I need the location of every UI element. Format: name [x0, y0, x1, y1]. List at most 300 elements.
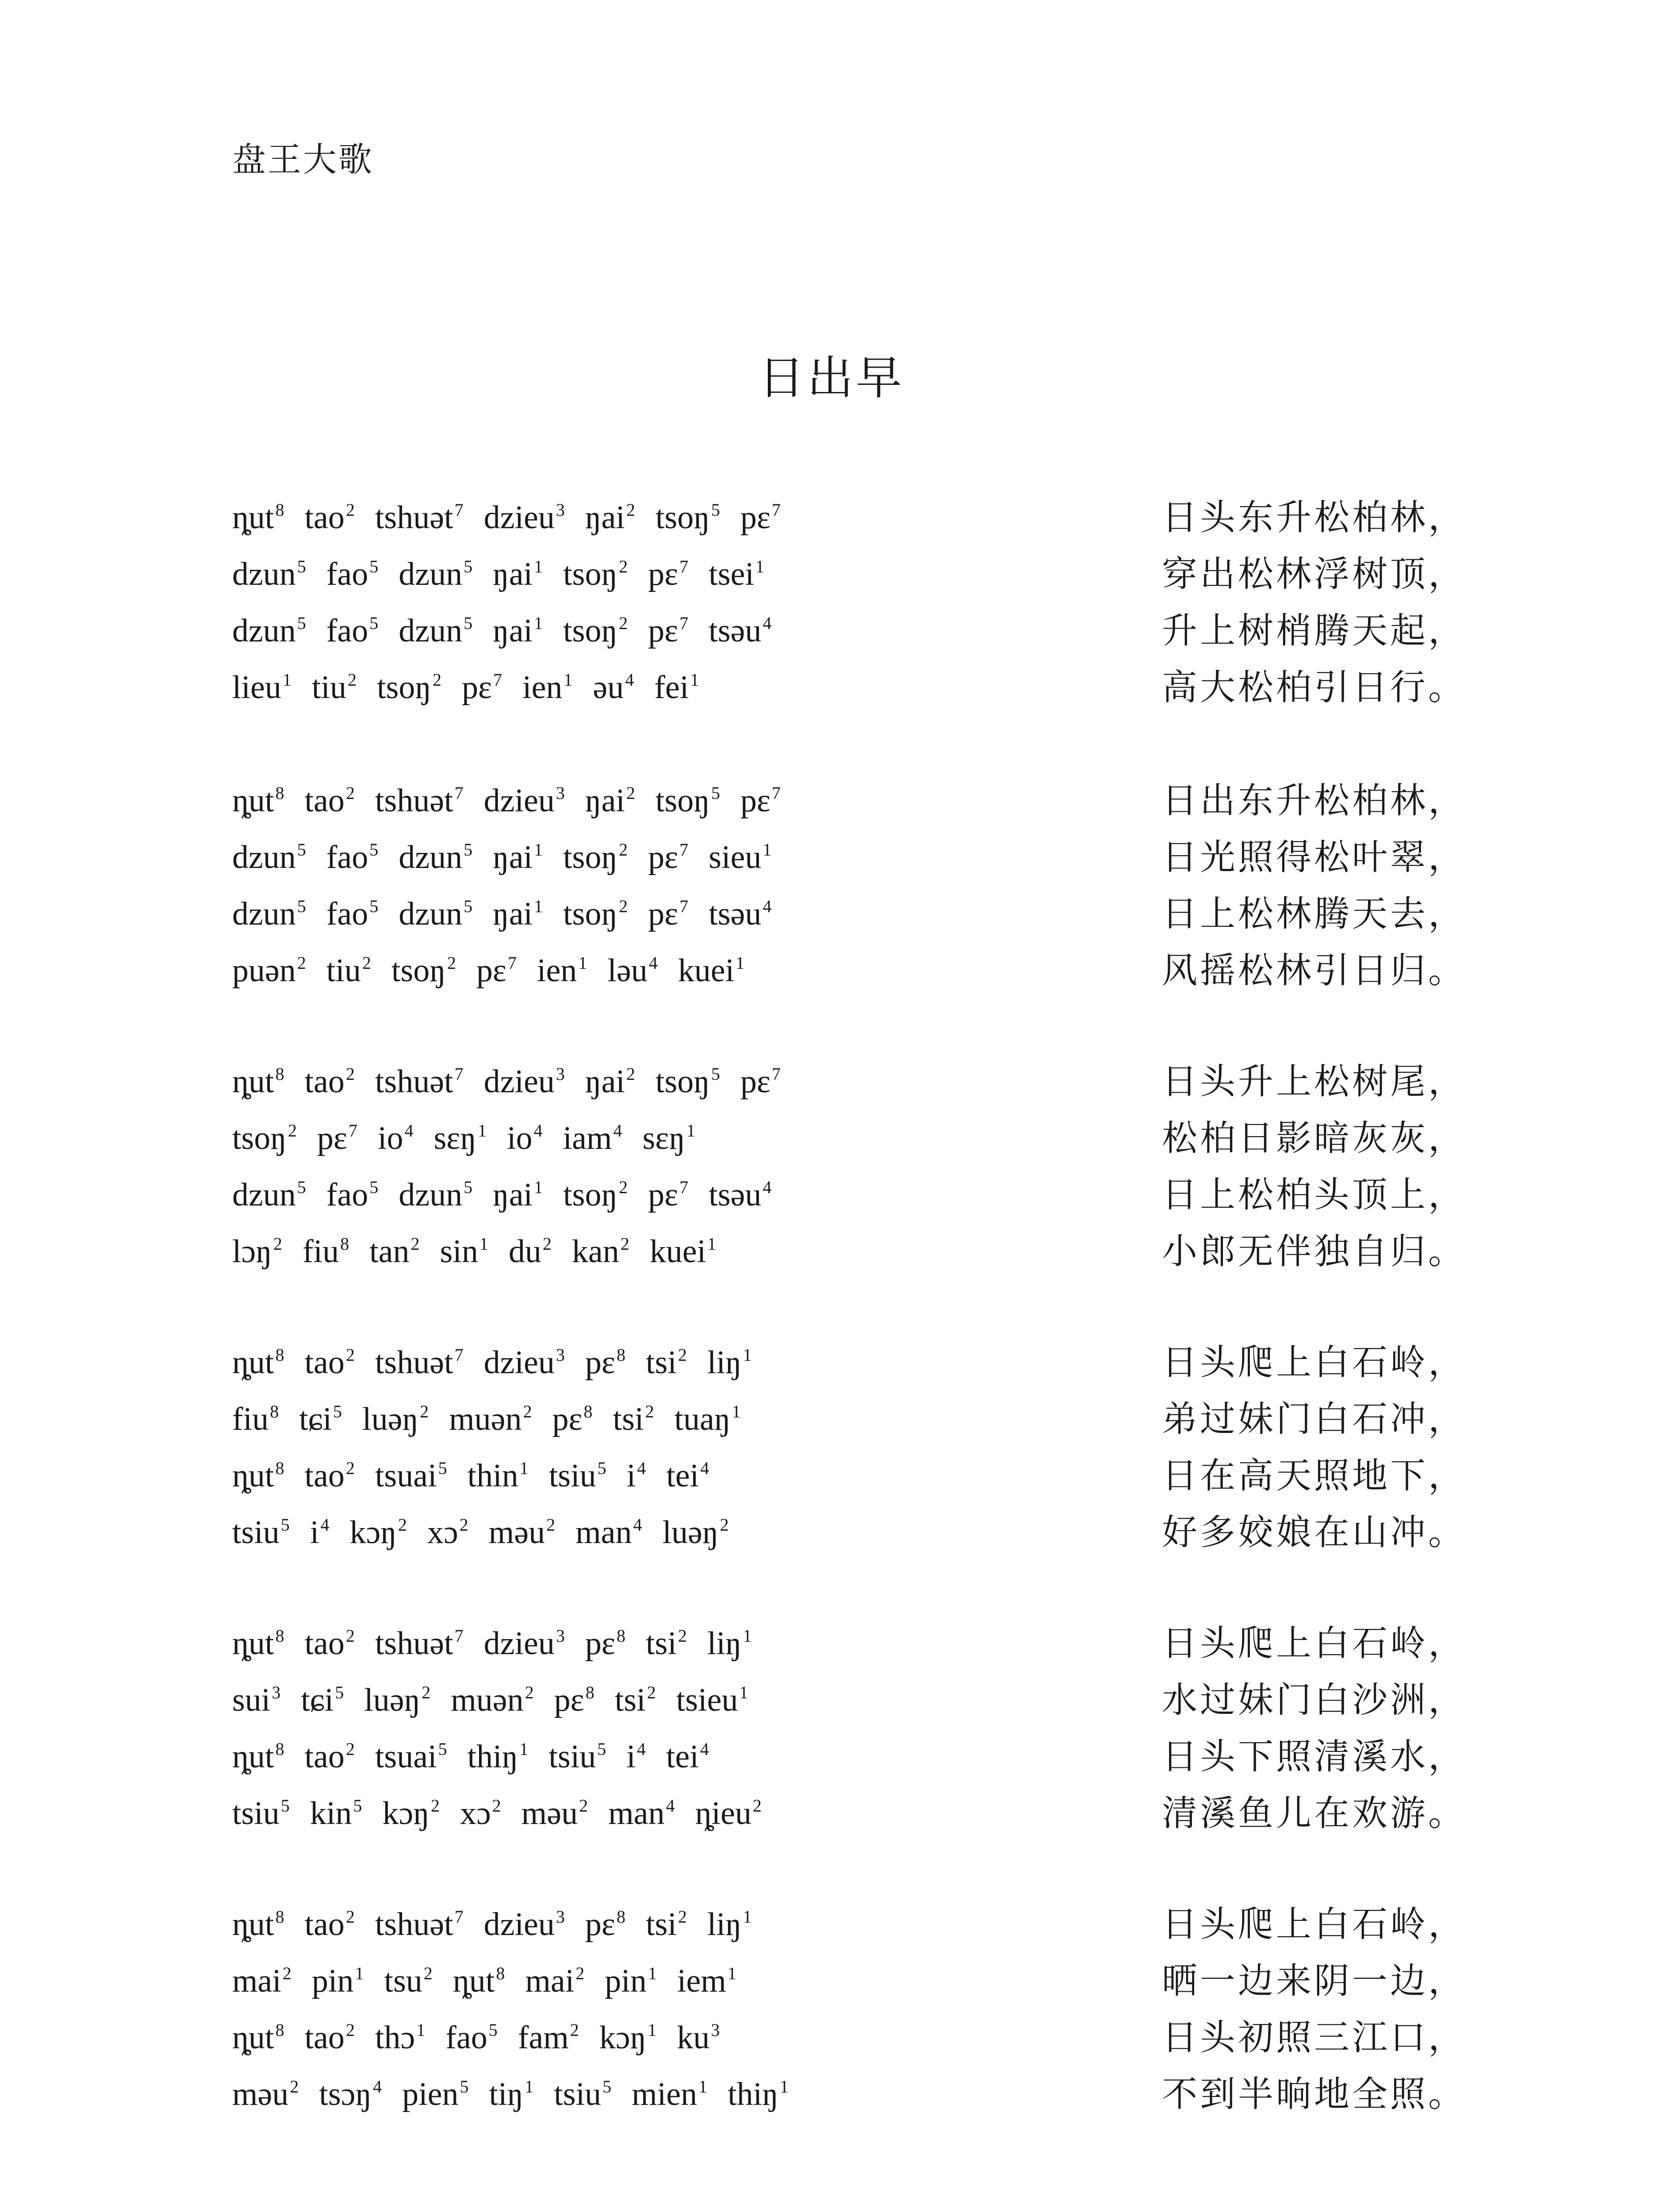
- syllable: [232, 609, 306, 653]
- syllable-text: tsei: [709, 556, 755, 592]
- tone-number: 3: [556, 1626, 565, 1646]
- syllable-text: tsəu: [709, 613, 762, 649]
- tone-number: 7: [679, 557, 689, 576]
- syllable: [232, 1902, 284, 1947]
- syllable-text: kɔŋ: [382, 1795, 429, 1832]
- syllable: [434, 1116, 487, 1160]
- translation: 日出东升松柏林，: [1162, 780, 1466, 821]
- tone-number: 3: [556, 500, 565, 520]
- syllable-text: luəŋ: [362, 1401, 419, 1437]
- verse-line: [232, 1902, 1466, 1959]
- syllable-text: ŋai: [493, 896, 533, 932]
- syllable-text: fao: [445, 2020, 487, 2056]
- syllable-text: tsoŋ: [391, 952, 446, 989]
- syllable-text: kin: [310, 1795, 352, 1832]
- syllable-text: pɛ: [585, 1906, 616, 1943]
- tone-number: 1: [755, 557, 765, 576]
- tone-number: 1: [736, 953, 745, 973]
- syllable: [509, 1229, 552, 1274]
- syllable: [232, 665, 291, 710]
- running-header: 盘王大歌: [232, 140, 374, 179]
- verse-line: [232, 1735, 1466, 1791]
- syllable-text: i: [626, 1739, 636, 1775]
- translation: 日头爬上白石岭，: [1162, 1342, 1466, 1383]
- syllable-text: ȵut: [232, 1739, 274, 1775]
- syllable-text: liŋ: [707, 1625, 742, 1662]
- syllable-text: dzun: [232, 839, 296, 876]
- syllable-text: əu: [593, 669, 624, 706]
- syllable-text: fao: [326, 1177, 368, 1213]
- tone-number: 1: [732, 1402, 741, 1421]
- tone-number: 4: [700, 1458, 709, 1478]
- translation: 风摇松林引日归。: [1162, 950, 1466, 991]
- syllable: [399, 1173, 472, 1217]
- syllable: [326, 609, 379, 653]
- tone-number: 1: [525, 2077, 534, 2097]
- syllable-text: tsieu: [676, 1682, 738, 1718]
- syllable-text: man: [608, 1795, 665, 1832]
- tone-number: 2: [619, 840, 628, 860]
- syllable-text: tao: [304, 1906, 345, 1943]
- romanization: [232, 1959, 757, 2003]
- syllable-text: iem: [677, 1963, 726, 1999]
- tone-number: 2: [345, 1064, 355, 1084]
- translation: 好多姣娘在山冲。: [1162, 1512, 1466, 1553]
- syllable: [232, 2016, 284, 2060]
- syllable-text: pɛ: [740, 783, 771, 819]
- syllable-text: məu: [232, 2076, 289, 2112]
- syllable-text: tsəu: [709, 1177, 762, 1213]
- syllable-text: məu: [521, 1795, 578, 1832]
- translation: 小郎无伴独自归。: [1162, 1231, 1466, 1272]
- syllable: [707, 1340, 752, 1385]
- tone-number: 3: [556, 783, 565, 803]
- tone-number: 8: [275, 1064, 284, 1084]
- syllable-text: kɔŋ: [349, 1514, 397, 1551]
- verse-line: [232, 1397, 1466, 1454]
- tone-number: 7: [454, 500, 464, 520]
- syllable-text: ŋai: [585, 1064, 625, 1100]
- translation: 日头爬上白石岭，: [1162, 1623, 1466, 1664]
- syllable-text: tshuət: [375, 1906, 453, 1943]
- tone-number: 8: [275, 1458, 284, 1478]
- syllable-text: tsoŋ: [563, 896, 618, 932]
- syllable: [740, 495, 781, 540]
- verse-line: [232, 1959, 1466, 2016]
- syllable: [399, 552, 472, 596]
- romanization: [232, 1229, 736, 1274]
- syllable: [232, 949, 306, 993]
- syllable-text: tsoŋ: [655, 1064, 710, 1100]
- syllable-text: dzun: [232, 1177, 296, 1213]
- tone-number: 2: [570, 2020, 579, 2040]
- tone-number: 3: [556, 1064, 565, 1084]
- tone-number: 5: [369, 613, 379, 633]
- tone-number: 4: [666, 1796, 675, 1816]
- tone-number: 8: [275, 1626, 284, 1646]
- tone-number: 5: [438, 1458, 447, 1478]
- syllable: [646, 1621, 687, 1666]
- romanization: [232, 1116, 716, 1160]
- syllable: [305, 2016, 355, 2060]
- tone-number: 1: [727, 1963, 736, 1983]
- syllable: [326, 892, 379, 936]
- romanization: [232, 1678, 769, 1722]
- syllable: [493, 552, 543, 596]
- syllable-text: tshuət: [375, 1625, 453, 1662]
- syllable-text: dzun: [399, 896, 463, 932]
- syllable: [676, 1678, 748, 1722]
- syllable: [476, 949, 517, 993]
- tone-number: 5: [597, 1739, 606, 1759]
- tone-number: 5: [369, 1177, 379, 1197]
- tone-number: 8: [275, 2020, 284, 2040]
- syllable: [375, 1735, 447, 1779]
- verse-line: [232, 2016, 1466, 2072]
- syllable-text: ku: [677, 2020, 710, 2056]
- syllable-text: tɕi: [299, 1401, 332, 1437]
- syllable: [467, 1735, 529, 1779]
- syllable-text: tsuai: [375, 1739, 437, 1775]
- verse-line: [232, 1116, 1466, 1173]
- tone-number: 7: [454, 1064, 464, 1084]
- tone-number: 8: [340, 1234, 349, 1254]
- syllable-text: kuei: [678, 952, 735, 989]
- romanization: [232, 949, 765, 993]
- tone-number: 3: [711, 2020, 720, 2040]
- syllable-text: dzieu: [483, 1625, 555, 1662]
- syllable-text: tshuət: [375, 1344, 453, 1381]
- syllable: [552, 1397, 593, 1441]
- syllable: [674, 1397, 741, 1441]
- verse-line: [232, 1229, 1466, 1286]
- tone-number: 7: [772, 1064, 781, 1084]
- tone-number: 8: [275, 1907, 284, 1927]
- syllable: [648, 609, 688, 653]
- tone-number: 8: [617, 1907, 626, 1927]
- syllable: [740, 779, 781, 823]
- syllable: [563, 835, 628, 879]
- syllable-text: tsiu: [548, 1739, 596, 1775]
- tone-number: 4: [533, 1121, 543, 1141]
- verse-line: [232, 779, 1466, 835]
- syllable-text: tao: [304, 499, 345, 536]
- tone-number: 8: [617, 1626, 626, 1646]
- syllable: [709, 892, 771, 936]
- syllable-text: du: [508, 1233, 541, 1270]
- syllable: [440, 1229, 488, 1274]
- syllable: [655, 779, 720, 823]
- romanization: [232, 779, 801, 823]
- syllable: [369, 1229, 419, 1274]
- translation: 日头初照三江口，: [1162, 2017, 1466, 2058]
- syllable-text: kuei: [649, 1233, 706, 1270]
- syllable: [467, 1454, 529, 1498]
- syllable: [375, 1340, 464, 1385]
- syllable-text: fiu: [303, 1233, 339, 1270]
- syllable: [303, 1229, 349, 1274]
- syllable: [484, 495, 565, 540]
- syllable: [585, 495, 635, 540]
- syllable-text: ŋai: [493, 839, 533, 876]
- verse-line: [232, 1173, 1466, 1229]
- syllable: [310, 1791, 362, 1836]
- syllable: [489, 1510, 555, 1555]
- syllable-text: tɕi: [301, 1682, 334, 1718]
- tone-number: 2: [345, 783, 355, 803]
- syllable: [232, 552, 306, 596]
- syllable: [427, 1510, 468, 1555]
- romanization: [232, 1060, 801, 1104]
- tone-number: 2: [447, 953, 456, 973]
- tone-number: 8: [585, 1682, 594, 1702]
- syllable-text: tsiu: [232, 1795, 280, 1832]
- syllable-text: ȵut: [232, 499, 274, 536]
- syllable: [377, 665, 441, 710]
- translation: 日上松柏头顶上，: [1162, 1174, 1466, 1215]
- syllable-text: pɛ: [740, 1064, 771, 1100]
- syllable: [484, 1621, 565, 1666]
- translation: 日头升上松树尾，: [1162, 1061, 1466, 1102]
- syllable: [563, 892, 628, 936]
- syllable: [232, 1621, 284, 1666]
- syllable-text: puən: [232, 952, 296, 989]
- tone-number: 1: [698, 2077, 708, 2097]
- tone-number: 2: [345, 1626, 355, 1646]
- syllable-text: pɛ: [585, 1625, 616, 1662]
- syllable-text: ləu: [607, 952, 648, 989]
- syllable-text: lɔŋ: [232, 1233, 272, 1270]
- syllable-text: fam: [517, 2020, 569, 2056]
- syllable-text: pɛ: [648, 839, 678, 876]
- tone-number: 2: [345, 1345, 355, 1365]
- tone-number: 3: [556, 1907, 565, 1927]
- translation: 不到半晌地全照。: [1162, 2074, 1466, 2115]
- syllable-text: tsiu: [554, 2076, 602, 2112]
- tone-number: 4: [636, 1739, 646, 1759]
- tone-number: 4: [763, 1177, 772, 1197]
- tone-number: 1: [534, 840, 543, 860]
- tone-number: 1: [416, 2020, 425, 2040]
- tone-number: 8: [275, 1345, 284, 1365]
- syllable: [232, 1060, 284, 1104]
- syllable: [317, 1116, 357, 1160]
- romanization: [232, 1454, 729, 1498]
- syllable-text: sɛŋ: [642, 1120, 686, 1156]
- verse-line: [232, 609, 1466, 665]
- romanization: [232, 1621, 772, 1666]
- syllable-text: liŋ: [707, 1344, 742, 1381]
- syllable-text: ȵut: [232, 2020, 274, 2056]
- tone-number: 2: [459, 1515, 468, 1535]
- verse-line: [232, 949, 1466, 1005]
- tone-number: 4: [763, 896, 772, 916]
- syllable: [232, 1510, 290, 1555]
- syllable-text: tei: [666, 1739, 699, 1775]
- verse-line: [232, 2072, 1466, 2129]
- romanization: [232, 1902, 772, 1947]
- syllable: [232, 1340, 284, 1385]
- tone-number: 3: [556, 1345, 565, 1365]
- tone-number: 2: [753, 1796, 762, 1816]
- syllable-text: tao: [304, 1739, 345, 1775]
- syllable-text: pien: [402, 2076, 459, 2112]
- syllable: [648, 1173, 688, 1217]
- syllable-text: pɛ: [648, 613, 678, 649]
- syllable: [507, 1116, 543, 1160]
- tone-number: 2: [345, 2020, 355, 2040]
- syllable: [326, 1173, 379, 1217]
- syllable: [232, 1454, 284, 1498]
- tone-number: 1: [282, 670, 291, 690]
- tone-number: 2: [345, 500, 355, 520]
- syllable: [232, 1791, 290, 1836]
- tone-number: 1: [534, 557, 543, 576]
- syllable: [613, 1397, 654, 1441]
- verse-line: [232, 1454, 1466, 1510]
- syllable-text: dzun: [232, 613, 296, 649]
- tone-number: 7: [493, 670, 502, 690]
- syllable-text: xɔ: [460, 1795, 491, 1832]
- romanization: [232, 1340, 772, 1385]
- syllable: [232, 2072, 299, 2116]
- syllable-text: tao: [304, 1344, 345, 1381]
- translation: 日在高天照地下，: [1162, 1455, 1466, 1496]
- syllable-text: dzun: [232, 556, 296, 592]
- tone-number: 5: [602, 2077, 612, 2097]
- tone-number: 2: [626, 1064, 635, 1084]
- syllable-text: tsoŋ: [377, 669, 432, 706]
- tone-number: 1: [690, 670, 699, 690]
- syllable-text: luəŋ: [662, 1514, 719, 1551]
- tone-number: 5: [297, 896, 306, 916]
- syllable: [399, 835, 472, 879]
- syllable-text: ȵut: [232, 1458, 274, 1494]
- syllable-text: kɔŋ: [599, 2020, 647, 2056]
- tone-number: 2: [626, 500, 635, 520]
- syllable: [632, 2072, 707, 2116]
- syllable-text: tsoŋ: [232, 1120, 287, 1156]
- syllable-text: tao: [304, 1458, 345, 1494]
- tone-number: 2: [619, 896, 628, 916]
- verse-line: [232, 1621, 1466, 1678]
- syllable: [695, 1791, 762, 1836]
- syllable: [305, 1902, 355, 1947]
- syllable: [666, 1454, 709, 1498]
- syllable-text: tsiu: [548, 1458, 596, 1494]
- tone-number: 1: [743, 1345, 752, 1365]
- syllable-text: tshuət: [375, 783, 453, 819]
- tone-number: 7: [772, 500, 781, 520]
- tone-number: 8: [275, 500, 284, 520]
- syllable-text: sui: [232, 1682, 271, 1718]
- tone-number: 2: [542, 1234, 552, 1254]
- tone-number: 5: [353, 1796, 362, 1816]
- syllable: [585, 1060, 635, 1104]
- tone-number: 5: [464, 840, 473, 860]
- syllable-text: dzieu: [483, 1344, 555, 1381]
- syllable-text: ȵut: [452, 1963, 495, 1999]
- verse-line: [232, 1791, 1466, 1848]
- translation: 高大松柏引日行。: [1162, 667, 1466, 708]
- tone-number: 5: [597, 1458, 606, 1478]
- tone-number: 2: [492, 1796, 501, 1816]
- syllable-text: ȵut: [232, 1064, 274, 1100]
- syllable-text: tao: [304, 2020, 345, 2056]
- syllable: [709, 552, 764, 596]
- romanization: [232, 2072, 809, 2116]
- tone-number: 7: [349, 1121, 358, 1141]
- syllable: [593, 665, 634, 710]
- syllable-text: pɛ: [554, 1682, 584, 1718]
- tone-number: 7: [454, 1345, 464, 1365]
- syllable: [232, 1116, 297, 1160]
- tone-number: 7: [454, 1626, 464, 1646]
- syllable: [319, 2072, 382, 2116]
- syllable: [728, 2072, 789, 2116]
- syllable-text: tiu: [326, 952, 361, 989]
- romanization: [232, 665, 719, 710]
- syllable: [585, 1902, 625, 1947]
- tone-number: 1: [648, 2020, 657, 2040]
- romanization: [232, 495, 801, 540]
- stanza: [232, 1621, 1466, 1848]
- translation: 日头爬上白石岭，: [1162, 1904, 1466, 1945]
- syllable: [326, 835, 379, 879]
- stanza: [232, 779, 1466, 1005]
- syllable: [549, 1454, 606, 1498]
- syllable: [655, 1060, 720, 1104]
- syllable: [484, 1340, 565, 1385]
- tone-number: 1: [739, 1682, 748, 1702]
- syllable-text: pin: [605, 1963, 647, 1999]
- tone-number: 2: [433, 670, 442, 690]
- tone-number: 2: [348, 670, 357, 690]
- syllable: [493, 1173, 543, 1217]
- tone-number: 2: [345, 1739, 355, 1759]
- translation: 日上松林腾天去，: [1162, 893, 1466, 934]
- tone-number: 7: [454, 1907, 464, 1927]
- syllable: [563, 1173, 628, 1217]
- syllable: [462, 665, 502, 710]
- tone-number: 1: [578, 953, 587, 973]
- syllable: [677, 1959, 736, 2003]
- tone-number: 2: [678, 1626, 687, 1646]
- syllable: [349, 1510, 406, 1555]
- syllable: [232, 892, 306, 936]
- syllable: [399, 892, 472, 936]
- syllable: [305, 779, 355, 823]
- syllable: [648, 892, 688, 936]
- syllable: [484, 1060, 565, 1104]
- syllable-text: ȵut: [232, 1344, 274, 1381]
- syllable: [232, 1959, 291, 2003]
- syllable-text: dzun: [232, 896, 296, 932]
- syllable: [375, 1621, 464, 1666]
- syllable: [484, 779, 565, 823]
- syllable: [305, 495, 355, 540]
- stanza: [232, 495, 1466, 722]
- syllable: [493, 892, 543, 936]
- tone-number: 1: [479, 1234, 488, 1254]
- syllable: [646, 1902, 687, 1947]
- translation: 升上树梢腾天起，: [1162, 610, 1466, 651]
- tone-number: 2: [398, 1515, 407, 1535]
- syllable-text: tsoŋ: [563, 1177, 618, 1213]
- syllable-text: kan: [571, 1233, 619, 1270]
- syllable-text: tiŋ: [489, 2076, 524, 2112]
- tone-number: 2: [362, 953, 371, 973]
